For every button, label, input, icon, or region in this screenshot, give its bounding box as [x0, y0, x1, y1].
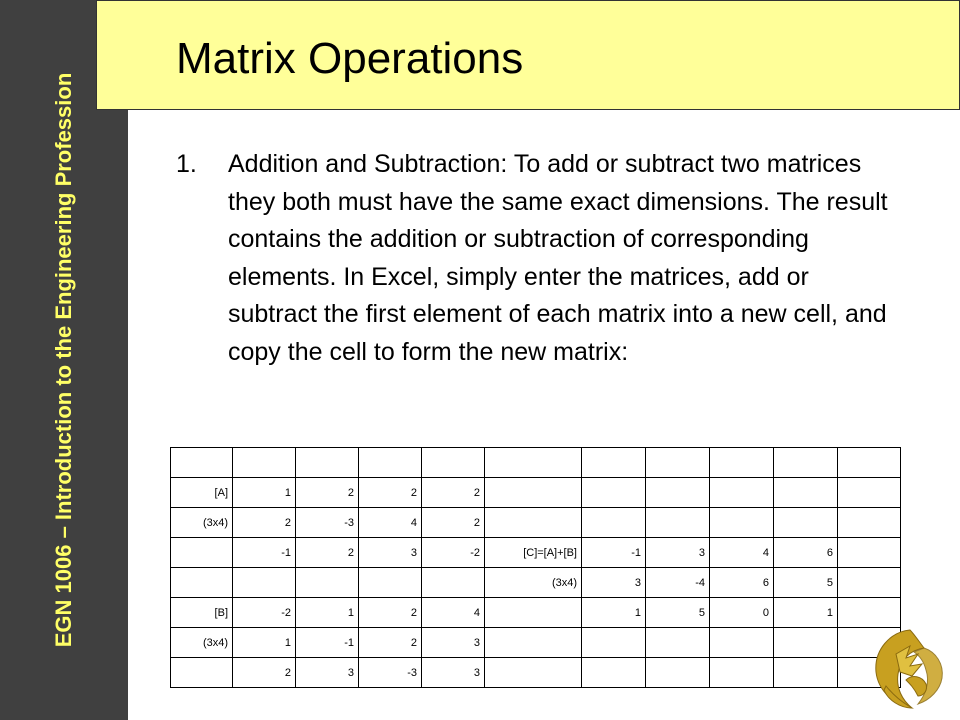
- table-cell: 1: [582, 598, 646, 628]
- table-cell: [582, 478, 646, 508]
- table-cell: [710, 628, 774, 658]
- table-row: [171, 448, 901, 478]
- table-row: [171, 658, 901, 688]
- table-cell: -3: [296, 508, 359, 538]
- table-cell: -1: [582, 538, 646, 568]
- table-cell: 2: [359, 628, 422, 658]
- table-cell: 6: [774, 538, 838, 568]
- table-cell: 2: [296, 538, 359, 568]
- table-cell: -3: [359, 658, 422, 688]
- table-cell: 4: [710, 538, 774, 568]
- table-cell: 2: [296, 478, 359, 508]
- table-cell: [485, 628, 582, 658]
- table-cell: 2: [233, 508, 296, 538]
- table-cell: 2: [359, 598, 422, 628]
- table-cell: [296, 448, 359, 478]
- table-cell: [233, 568, 296, 598]
- table-cell: [710, 448, 774, 478]
- table-cell: [646, 448, 710, 478]
- table-cell: [233, 448, 296, 478]
- table-cell: [485, 508, 582, 538]
- table-cell: [C]=[A]+[B]: [485, 538, 582, 568]
- table-row: [171, 508, 901, 538]
- table-cell: 5: [774, 568, 838, 598]
- table-cell: [646, 508, 710, 538]
- table-cell: -1: [233, 538, 296, 568]
- table-row: [171, 628, 901, 658]
- table-cell: [646, 658, 710, 688]
- table-cell: [774, 448, 838, 478]
- table-row: [171, 478, 901, 508]
- table-cell: [582, 508, 646, 538]
- table-cell: 1: [774, 598, 838, 628]
- table-cell: 2: [422, 478, 485, 508]
- spreadsheet-table: [170, 447, 901, 688]
- table-cell: [710, 508, 774, 538]
- list-item: [176, 146, 896, 371]
- table-cell: 1: [296, 598, 359, 628]
- table-cell: 2: [233, 658, 296, 688]
- table-cell: [485, 598, 582, 628]
- table-cell: -4: [646, 568, 710, 598]
- course-title: EGN 1006 – Introduction to the Engineering Profession: [51, 72, 76, 648]
- table-cell: [359, 448, 422, 478]
- table-cell: 3: [422, 658, 485, 688]
- table-cell: [B]: [171, 598, 233, 628]
- table-cell: [171, 538, 233, 568]
- table-cell: [171, 448, 233, 478]
- table-cell: [422, 448, 485, 478]
- table-cell: 4: [359, 508, 422, 538]
- table-cell: [774, 478, 838, 508]
- table-cell: 2: [422, 508, 485, 538]
- table-cell: -2: [233, 598, 296, 628]
- table-cell: [485, 478, 582, 508]
- table-cell: 6: [710, 568, 774, 598]
- table-cell: 3: [582, 568, 646, 598]
- table-cell: [359, 568, 422, 598]
- table-cell: [710, 658, 774, 688]
- table-cell: [422, 568, 485, 598]
- bullet-list: [176, 146, 896, 371]
- table-cell: [171, 658, 233, 688]
- table-cell: (3x4): [171, 508, 233, 538]
- table-cell: [582, 658, 646, 688]
- table-cell: [838, 538, 901, 568]
- table-cell: [582, 628, 646, 658]
- table-cell: 1: [233, 478, 296, 508]
- table-row: [171, 598, 901, 628]
- table-cell: (3x4): [171, 628, 233, 658]
- table-cell: [838, 448, 901, 478]
- table-cell: 2: [359, 478, 422, 508]
- table-cell: (3x4): [485, 568, 582, 598]
- table-cell: 3: [296, 658, 359, 688]
- table-cell: [838, 508, 901, 538]
- table-cell: [838, 568, 901, 598]
- slide-title: Matrix Operations: [176, 34, 524, 83]
- table-cell: [838, 478, 901, 508]
- table-cell: [171, 568, 233, 598]
- table-cell: -2: [422, 538, 485, 568]
- table-cell: 0: [710, 598, 774, 628]
- table-cell: [485, 658, 582, 688]
- list-text: Addition and Subtraction: To add or subtract two matrices they both must have the same exact dimensions. The result contains the addition or subtraction of corresponding elements. In Excel, simply enter the matrices, add or subtract the first element of each matrix into a new cell, and copy the cell to form the new matrix:: [228, 150, 888, 366]
- table-cell: 1: [233, 628, 296, 658]
- table-cell: [838, 598, 901, 628]
- table-cell: [646, 628, 710, 658]
- table-cell: [296, 568, 359, 598]
- table-cell: [485, 448, 582, 478]
- table-cell: 5: [646, 598, 710, 628]
- table-cell: [A]: [171, 478, 233, 508]
- list-number: 1.: [176, 150, 197, 178]
- table-row: [171, 568, 901, 598]
- table-cell: 3: [359, 538, 422, 568]
- table-cell: [582, 448, 646, 478]
- table-cell: [774, 628, 838, 658]
- table-cell: 3: [646, 538, 710, 568]
- table-cell: [710, 478, 774, 508]
- pegasus-logo-icon: [866, 624, 954, 714]
- table-cell: [774, 508, 838, 538]
- table-row: [171, 538, 901, 568]
- table-cell: 4: [422, 598, 485, 628]
- table-cell: 3: [422, 628, 485, 658]
- table-cell: [646, 478, 710, 508]
- table-cell: -1: [296, 628, 359, 658]
- table-cell: [774, 658, 838, 688]
